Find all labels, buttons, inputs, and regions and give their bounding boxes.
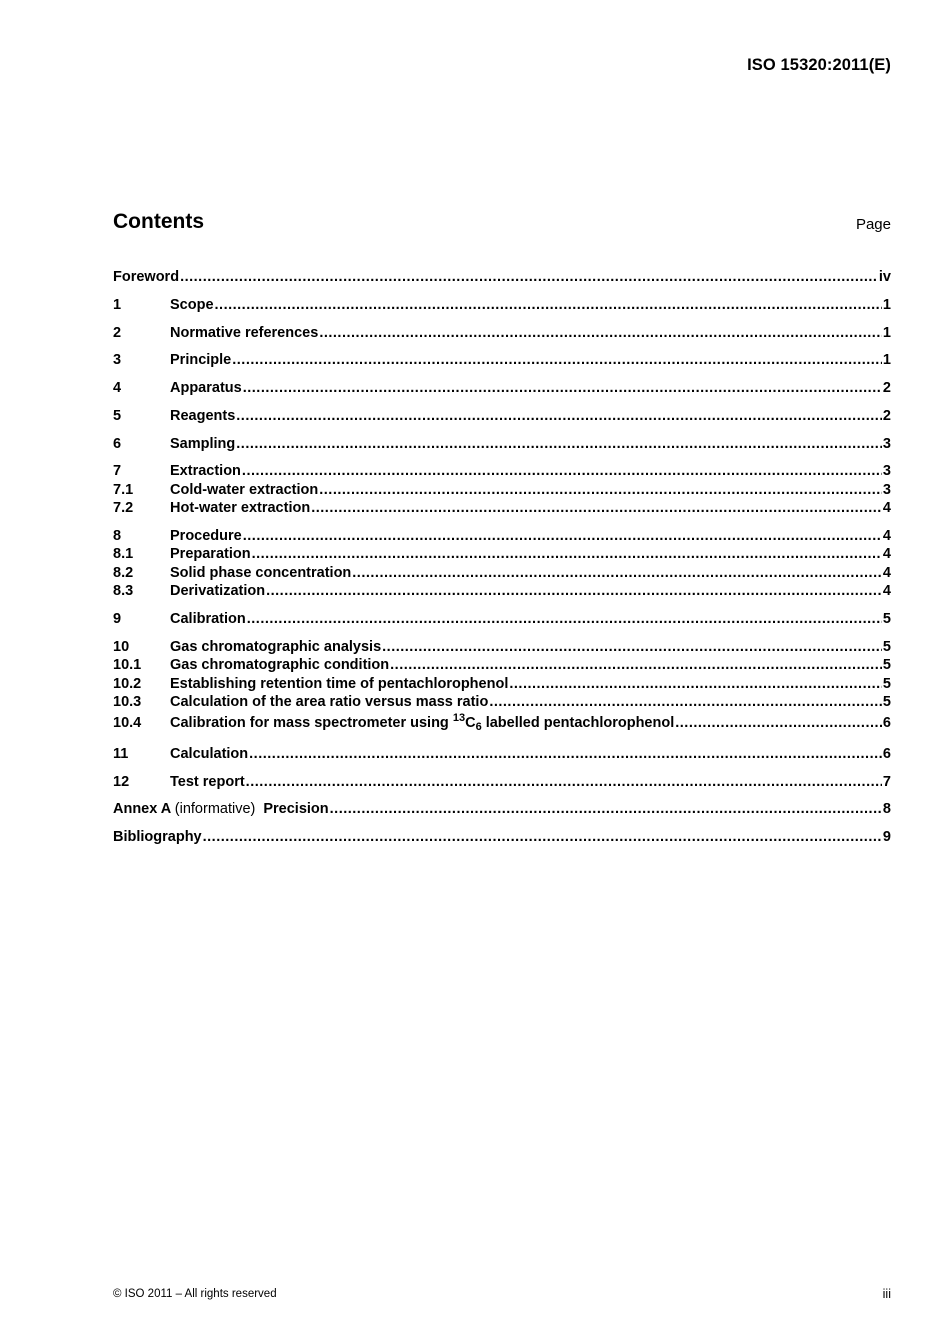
dot-leader [236, 407, 882, 425]
toc-entry-title: Foreword [113, 269, 180, 285]
toc-entry-page: 8 [882, 801, 891, 818]
toc-entry-number: 10.4 [113, 715, 142, 732]
toc-entry-procedure[interactable] [113, 527, 891, 545]
dot-leader [215, 296, 882, 314]
toc-entry-title: Sampling [170, 435, 236, 452]
dot-leader [203, 828, 882, 846]
toc-entry-title [113, 800, 329, 818]
dot-leader [249, 745, 882, 763]
toc-entry-page: 5 [882, 638, 891, 655]
toc-entry-reagents[interactable] [113, 407, 891, 425]
dot-leader [242, 462, 882, 480]
dot-leader [390, 656, 882, 674]
toc-entry-number: 11 [113, 745, 129, 762]
toc-entry-number: 4 [113, 380, 122, 397]
dot-leader [319, 324, 882, 342]
toc-entry-title: Principle [170, 352, 232, 369]
toc-entry-preparation[interactable] [113, 545, 891, 563]
toc-entry-page: 6 [882, 745, 891, 762]
toc-entry-page: 1 [882, 296, 891, 313]
toc-entry-extraction[interactable] [113, 462, 891, 480]
toc-entry-page: 4 [882, 500, 891, 517]
dot-leader [352, 564, 882, 582]
toc-entry-page: 3 [882, 435, 891, 452]
toc-entry-mass-spectrometer-calibration[interactable] [113, 711, 891, 735]
dot-leader [266, 582, 882, 600]
toc-entry-number: 8.2 [113, 564, 134, 581]
toc-entry-page: 9 [882, 829, 891, 846]
dot-leader [330, 800, 882, 818]
toc-entry-number: 7.2 [113, 500, 134, 517]
toc-entry-page: 5 [882, 610, 891, 627]
toc-entry-retention-time[interactable] [113, 675, 891, 693]
toc-entry-foreword[interactable] [113, 268, 891, 286]
toc-entry-number: 8.3 [113, 583, 134, 600]
toc-entry-number: 8.1 [113, 546, 134, 563]
dot-leader [252, 545, 882, 563]
toc-entry-title: Calibration [170, 610, 246, 627]
dot-leader [509, 675, 882, 693]
toc-entry-title: Preparation [170, 546, 251, 563]
toc-entry-number: 8 [113, 528, 122, 545]
dot-leader [243, 527, 882, 545]
toc-entry-title: Solid phase concentration [170, 564, 352, 581]
dot-leader [311, 499, 882, 517]
toc-entry-title: Bibliography [113, 829, 202, 846]
title-text-post: labelled pentachlorophenol [481, 715, 675, 732]
toc-entry-page: 1 [882, 324, 891, 341]
toc-entry-calibration[interactable] [113, 610, 891, 628]
table-of-contents [113, 268, 891, 846]
toc-entry-normative-references[interactable] [113, 324, 891, 342]
copyright-notice: © ISO 2011 – All rights reserved [113, 1288, 277, 1300]
toc-entry-page: 5 [882, 693, 891, 710]
toc-entry-title: Gas chromatographic analysis [170, 638, 382, 655]
toc-entry-apparatus[interactable] [113, 379, 891, 397]
toc-entry-page: 5 [882, 675, 891, 692]
toc-entry-title: Reagents [170, 407, 236, 424]
toc-entry-page: 4 [882, 546, 891, 563]
toc-entry-area-ratio[interactable] [113, 693, 891, 711]
toc-entry-gas-chromatographic-analysis[interactable] [113, 638, 891, 656]
toc-entry-number: 7 [113, 463, 122, 480]
element-symbol: C [465, 715, 476, 732]
toc-entry-title: Test report [170, 773, 245, 790]
toc-entry-page: 6 [882, 715, 891, 732]
toc-entry-page: 3 [882, 463, 891, 480]
toc-entry-title: Calculation of the area ratio versus mass ratio [170, 693, 489, 710]
toc-entry-number: 2 [113, 324, 122, 341]
toc-entry-title: Normative references [170, 324, 319, 341]
toc-entry-title: Scope [170, 296, 214, 313]
dot-leader [232, 351, 882, 369]
toc-entry-title: Calculation [170, 745, 249, 762]
toc-entry-page: 3 [882, 481, 891, 498]
annex-title: Precision [263, 801, 329, 818]
toc-entry-number: 3 [113, 352, 122, 369]
contents-heading: Contents [113, 210, 204, 233]
toc-entry-title: Cold-water extraction [170, 481, 319, 498]
toc-entry-title: Apparatus [170, 380, 242, 397]
annex-label: Annex A [113, 801, 171, 818]
toc-entry-page: 4 [882, 528, 891, 545]
dot-leader [180, 268, 878, 286]
dot-leader [247, 610, 882, 628]
toc-entry-number: 12 [113, 773, 130, 790]
isotope-superscript: 13 [452, 712, 466, 725]
toc-entry-sampling[interactable] [113, 435, 891, 453]
page-number: iii [882, 1287, 891, 1301]
toc-entry-title: Procedure [170, 528, 242, 545]
toc-entry-number: 10.2 [113, 675, 142, 692]
toc-entry-title: Hot-water extraction [170, 500, 311, 517]
annex-type: (informative) [174, 801, 256, 818]
dot-leader [246, 773, 882, 791]
title-text-pre: Calibration for mass spectrometer using [170, 715, 453, 732]
toc-entry-number: 9 [113, 610, 122, 627]
dot-leader [243, 379, 882, 397]
toc-entry-calculation[interactable] [113, 745, 891, 763]
toc-entry-title: Derivatization [170, 583, 266, 600]
toc-entry-page: 4 [882, 583, 891, 600]
toc-entry-number: 1 [113, 296, 122, 313]
toc-entry-page: 5 [882, 657, 891, 674]
toc-entry-number: 10 [113, 638, 130, 655]
document-identifier: ISO 15320:2011(E) [747, 56, 891, 74]
toc-entry-gas-chromatographic-condition[interactable] [113, 656, 891, 674]
toc-entry-derivatization[interactable] [113, 582, 891, 600]
toc-entry-annex-a[interactable] [113, 800, 891, 818]
page-column-label: Page [855, 216, 891, 233]
dot-leader [489, 693, 882, 711]
toc-entry-page: 2 [882, 407, 891, 424]
toc-entry-scope[interactable] [113, 296, 891, 314]
toc-entry-page: 4 [882, 564, 891, 581]
toc-entry-number: 6 [113, 435, 122, 452]
toc-entry-number: 5 [113, 407, 122, 424]
toc-entry-title: Establishing retention time of pentachlorophenol [170, 675, 509, 692]
toc-entry-hot-water-extraction[interactable] [113, 499, 891, 517]
toc-entry-title [170, 711, 674, 735]
toc-entry-test-report[interactable] [113, 773, 891, 791]
dot-leader [675, 711, 882, 735]
toc-entry-page: iv [878, 269, 891, 285]
toc-entry-cold-water-extraction[interactable] [113, 481, 891, 499]
dot-leader [382, 638, 882, 656]
dot-leader [236, 435, 882, 453]
toc-entry-page: 2 [882, 380, 891, 397]
dot-leader [319, 481, 882, 499]
toc-entry-page: 7 [882, 773, 891, 790]
toc-entry-solid-phase-concentration[interactable] [113, 564, 891, 582]
toc-entry-number: 7.1 [113, 481, 134, 498]
isotope-subscript: 6 [475, 721, 482, 734]
toc-entry-principle[interactable] [113, 351, 891, 369]
toc-entry-title: Extraction [170, 463, 241, 480]
toc-entry-page: 1 [882, 352, 891, 369]
toc-entry-number: 10.3 [113, 693, 142, 710]
toc-entry-bibliography[interactable] [113, 828, 891, 846]
toc-entry-title: Gas chromatographic condition [170, 657, 390, 674]
toc-entry-number: 10.1 [113, 657, 142, 674]
